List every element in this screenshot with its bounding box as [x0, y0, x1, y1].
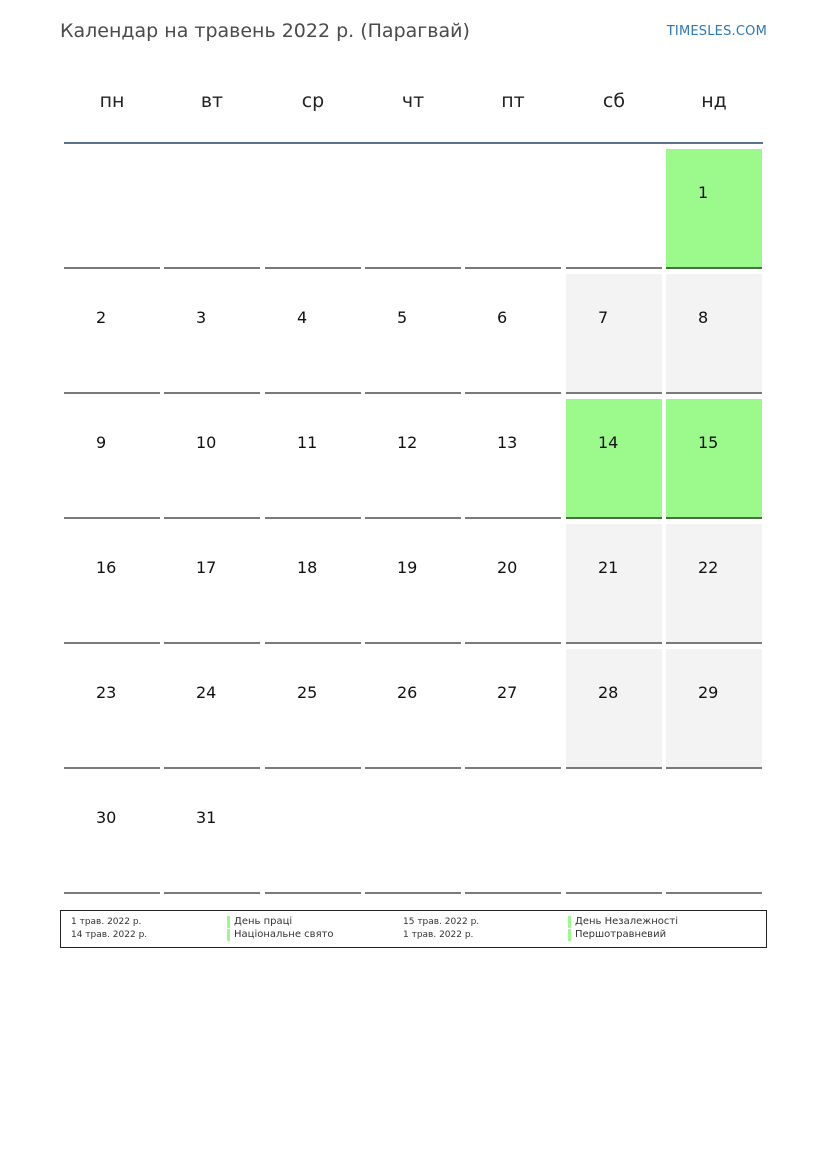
legend-holiday-name: День Незалежності [575, 916, 679, 927]
weekday-mon: пн [99, 90, 125, 112]
calendar-day-cell [164, 649, 260, 769]
calendar-day-cell [64, 774, 160, 894]
calendar-day-cell [365, 399, 461, 519]
day-number: 2 [96, 308, 107, 327]
day-number: 18 [297, 558, 318, 577]
calendar-day-cell [164, 524, 260, 644]
header-divider [64, 142, 763, 144]
calendar-grid [64, 149, 763, 894]
calendar-day-cell [265, 274, 361, 394]
calendar-day-cell [265, 399, 361, 519]
calendar-empty-cell [64, 149, 160, 269]
day-number: 4 [297, 308, 308, 327]
calendar-day-cell [64, 274, 160, 394]
legend-holiday-name: Національне свято [234, 929, 334, 940]
day-number: 26 [397, 683, 418, 702]
calendar-day-cell [64, 649, 160, 769]
day-number: 28 [598, 683, 619, 702]
legend-color-swatch [227, 929, 230, 941]
day-number: 24 [196, 683, 217, 702]
legend-date: 15 трав. 2022 р. [403, 917, 480, 927]
calendar-empty-cell [164, 149, 260, 269]
day-number: 27 [497, 683, 518, 702]
calendar-day-cell [265, 649, 361, 769]
day-number: 13 [497, 433, 518, 452]
day-number: 7 [598, 308, 609, 327]
day-number: 20 [497, 558, 518, 577]
day-number: 8 [698, 308, 709, 327]
calendar-day-cell [566, 524, 662, 644]
calendar-day-cell [566, 649, 662, 769]
day-number: 31 [196, 808, 217, 827]
calendar-empty-cell [365, 774, 461, 894]
weekday-header-row [64, 90, 763, 120]
day-number: 19 [397, 558, 418, 577]
site-link[interactable]: TIMESLES.COM [666, 24, 767, 39]
weekday-fri: пт [501, 90, 525, 112]
calendar-empty-cell [666, 774, 762, 894]
calendar-day-cell [465, 274, 561, 394]
calendar-day-cell [666, 399, 762, 519]
day-number: 15 [698, 433, 719, 452]
legend-color-swatch [227, 916, 230, 928]
calendar-empty-cell [566, 149, 662, 269]
day-number: 14 [598, 433, 619, 452]
calendar-day-cell [666, 649, 762, 769]
calendar-empty-cell [465, 774, 561, 894]
page-title: Календар на травень 2022 р. (Парагвай) [60, 20, 470, 42]
weekday-sat: сб [602, 90, 626, 112]
calendar-day-cell [465, 649, 561, 769]
day-number: 29 [698, 683, 719, 702]
day-number: 21 [598, 558, 619, 577]
holiday-legend [60, 910, 767, 948]
day-number: 11 [297, 433, 318, 452]
day-number: 22 [698, 558, 719, 577]
calendar-empty-cell [465, 149, 561, 269]
calendar-day-cell [64, 399, 160, 519]
weekday-wed: ср [301, 90, 325, 112]
day-number: 23 [96, 683, 117, 702]
calendar-day-cell [64, 524, 160, 644]
day-number: 3 [196, 308, 207, 327]
calendar-empty-cell [566, 774, 662, 894]
day-number: 9 [96, 433, 107, 452]
calendar-empty-cell [265, 149, 361, 269]
weekday-thu: чт [401, 90, 425, 112]
calendar-day-cell [265, 524, 361, 644]
calendar-day-cell [465, 524, 561, 644]
day-number: 17 [196, 558, 217, 577]
legend-holiday-name: День праці [234, 916, 293, 927]
calendar-day-cell [566, 399, 662, 519]
day-number: 5 [397, 308, 408, 327]
calendar-day-cell [164, 399, 260, 519]
calendar-day-cell [164, 274, 260, 394]
legend-date: 1 трав. 2022 р. [71, 917, 142, 927]
day-number: 1 [698, 183, 709, 202]
calendar-day-cell [365, 649, 461, 769]
calendar-day-cell [666, 149, 762, 269]
legend-date: 14 трав. 2022 р. [71, 930, 148, 940]
day-number: 30 [96, 808, 117, 827]
day-number: 16 [96, 558, 117, 577]
legend-color-swatch [568, 916, 571, 928]
calendar-day-cell [365, 274, 461, 394]
legend-holiday-name: Першотравневий [575, 929, 667, 940]
day-number: 6 [497, 308, 508, 327]
day-number: 12 [397, 433, 418, 452]
calendar-day-cell [465, 399, 561, 519]
calendar-empty-cell [365, 149, 461, 269]
calendar-day-cell [666, 524, 762, 644]
day-number: 25 [297, 683, 318, 702]
weekday-sun: нд [701, 90, 727, 112]
legend-color-swatch [568, 929, 571, 941]
legend-date: 1 трав. 2022 р. [403, 930, 474, 940]
calendar-day-cell [666, 274, 762, 394]
weekday-tue: вт [200, 90, 224, 112]
day-number: 10 [196, 433, 217, 452]
calendar-day-cell [566, 274, 662, 394]
calendar-day-cell [365, 524, 461, 644]
calendar-day-cell [164, 774, 260, 894]
calendar-empty-cell [265, 774, 361, 894]
